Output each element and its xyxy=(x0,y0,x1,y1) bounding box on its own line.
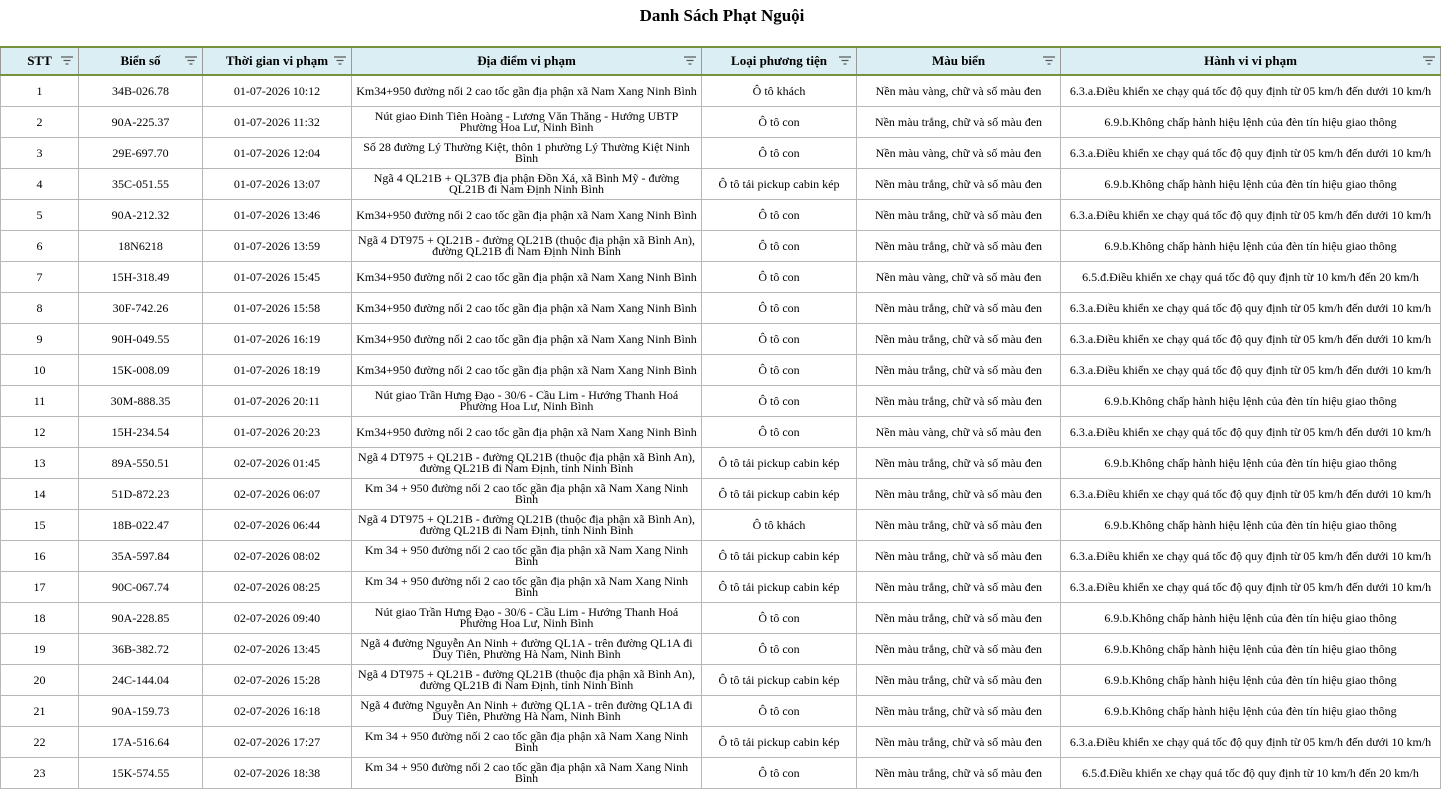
cell-vehicle[interactable]: Ô tô con xyxy=(702,293,857,324)
cell-plate-color[interactable]: Nền màu trắng, chữ và số màu đen xyxy=(857,572,1061,603)
page-title: Danh Sách Phạt Nguội xyxy=(639,6,805,25)
cell-location[interactable]: Km34+950 đường nối 2 cao tốc gần địa phận xã Nam Xang Ninh Bình xyxy=(352,262,702,293)
table-row[interactable] xyxy=(1,262,1441,293)
cell-plate[interactable]: 15H-234.54 xyxy=(79,417,203,448)
table-row[interactable] xyxy=(1,758,1441,789)
cell-vehicle[interactable]: Ô tô con xyxy=(702,634,857,665)
cell-plate[interactable]: 35C-051.55 xyxy=(79,169,203,200)
cell-violation[interactable]: 6.3.a.Điều khiển xe chạy quá tốc độ quy định từ 05 km/h đến dưới 10 km/h xyxy=(1061,138,1441,169)
cell-plate[interactable]: 90H-049.55 xyxy=(79,324,203,355)
cell-stt[interactable]: 11 xyxy=(1,386,79,417)
column-header-stt[interactable] xyxy=(1,47,79,75)
table-row[interactable] xyxy=(1,107,1441,138)
column-header-violation[interactable] xyxy=(1061,47,1441,75)
table-row[interactable] xyxy=(1,417,1441,448)
cell-plate-color[interactable]: Nền màu trắng, chữ và số màu đen xyxy=(857,696,1061,727)
cell-violation[interactable]: 6.3.a.Điều khiển xe chạy quá tốc độ quy định từ 05 km/h đến dưới 10 km/h xyxy=(1061,324,1441,355)
column-header-vehicle[interactable] xyxy=(702,47,857,75)
cell-plate-color[interactable]: Nền màu trắng, chữ và số màu đen xyxy=(857,510,1061,541)
cell-time[interactable]: 02-07-2026 08:02 xyxy=(203,541,352,572)
cell-location[interactable]: Nút giao Đinh Tiên Hoàng - Lương Văn Thăng - Hướng UBTP Phường Hoa Lư, Ninh Bình xyxy=(352,107,702,138)
cell-plate-color[interactable]: Nền màu trắng, chữ và số màu đen xyxy=(857,603,1061,634)
cell-stt[interactable]: 22 xyxy=(1,727,79,758)
column-header-location[interactable] xyxy=(352,47,702,75)
cell-vehicle[interactable]: Ô tô con xyxy=(702,758,857,789)
cell-time[interactable]: 02-07-2026 01:45 xyxy=(203,448,352,479)
cell-violation[interactable]: 6.3.a.Điều khiển xe chạy quá tốc độ quy định từ 05 km/h đến dưới 10 km/h xyxy=(1061,355,1441,386)
column-label: Biển số xyxy=(120,53,161,68)
cell-plate-color[interactable]: Nền màu trắng, chữ và số màu đen xyxy=(857,107,1061,138)
filter-icon[interactable] xyxy=(1043,56,1055,65)
cell-stt[interactable]: 12 xyxy=(1,417,79,448)
cell-plate-color[interactable]: Nền màu trắng, chữ và số màu đen xyxy=(857,634,1061,665)
table-row[interactable] xyxy=(1,510,1441,541)
cell-vehicle[interactable]: Ô tô khách xyxy=(702,75,857,107)
cell-vehicle[interactable]: Ô tô con xyxy=(702,324,857,355)
cell-plate-color[interactable]: Nền màu vàng, chữ và số màu đen xyxy=(857,75,1061,107)
cell-location[interactable]: Km34+950 đường nối 2 cao tốc gần địa phận xã Nam Xang Ninh Bình xyxy=(352,200,702,231)
cell-vehicle[interactable]: Ô tô con xyxy=(702,386,857,417)
table-row[interactable] xyxy=(1,169,1441,200)
table-row[interactable] xyxy=(1,75,1441,107)
cell-plate-color[interactable]: Nền màu trắng, chữ và số màu đen xyxy=(857,665,1061,696)
cell-vehicle[interactable]: Ô tô tải pickup cabin kép xyxy=(702,665,857,696)
cell-plate-color[interactable]: Nền màu vàng, chữ và số màu đen xyxy=(857,262,1061,293)
cell-plate-color[interactable]: Nền màu trắng, chữ và số màu đen xyxy=(857,386,1061,417)
column-label: Hành vi vi phạm xyxy=(1204,53,1297,68)
filter-icon[interactable] xyxy=(334,56,346,65)
table-row[interactable] xyxy=(1,603,1441,634)
cell-location[interactable]: Nút giao Trần Hưng Đạo - 30/6 - Cầu Lim - Hướng Thanh Hoá Phường Hoa Lư, Ninh Bình xyxy=(352,603,702,634)
cell-violation[interactable]: 6.3.a.Điều khiển xe chạy quá tốc độ quy định từ 05 km/h đến dưới 10 km/h xyxy=(1061,293,1441,324)
cell-plate-color[interactable]: Nền màu trắng, chữ và số màu đen xyxy=(857,355,1061,386)
cell-plate[interactable]: 17A-516.64 xyxy=(79,727,203,758)
cell-location[interactable]: Km34+950 đường nối 2 cao tốc gần địa phận xã Nam Xang Ninh Bình xyxy=(352,417,702,448)
table-row[interactable] xyxy=(1,448,1441,479)
cell-location[interactable]: Km34+950 đường nối 2 cao tốc gần địa phận xã Nam Xang Ninh Bình xyxy=(352,293,702,324)
cell-location[interactable]: Km 34 + 950 đường nối 2 cao tốc gần địa phận xã Nam Xang Ninh Bình xyxy=(352,541,702,572)
cell-stt[interactable]: 15 xyxy=(1,510,79,541)
column-header-plate-color[interactable] xyxy=(857,47,1061,75)
cell-time[interactable]: 02-07-2026 18:38 xyxy=(203,758,352,789)
cell-stt[interactable]: 16 xyxy=(1,541,79,572)
table-row[interactable] xyxy=(1,634,1441,665)
cell-time[interactable]: 01-07-2026 13:59 xyxy=(203,231,352,262)
cell-vehicle[interactable]: Ô tô con xyxy=(702,107,857,138)
table-row[interactable] xyxy=(1,665,1441,696)
cell-time[interactable]: 01-07-2026 15:58 xyxy=(203,293,352,324)
cell-stt[interactable]: 14 xyxy=(1,479,79,510)
cell-vehicle[interactable]: Ô tô tải pickup cabin kép xyxy=(702,727,857,758)
cell-plate-color[interactable]: Nền màu trắng, chữ và số màu đen xyxy=(857,479,1061,510)
cell-plate-color[interactable]: Nền màu trắng, chữ và số màu đen xyxy=(857,758,1061,789)
cell-violation[interactable]: 6.3.a.Điều khiển xe chạy quá tốc độ quy định từ 05 km/h đến dưới 10 km/h xyxy=(1061,727,1441,758)
cell-location[interactable]: Km 34 + 950 đường nối 2 cao tốc gần địa phận xã Nam Xang Ninh Bình xyxy=(352,572,702,603)
cell-plate[interactable]: 24C-144.04 xyxy=(79,665,203,696)
cell-stt[interactable]: 4 xyxy=(1,169,79,200)
column-label: Thời gian vi phạm xyxy=(225,53,329,68)
cell-location[interactable]: Ngã 4 đường Nguyễn An Ninh + đường QL1A - trên đường QL1A đi Duy Tiên, Phường Hà Nam, Ninh Bình xyxy=(352,696,702,727)
cell-location[interactable]: Km 34 + 950 đường nối 2 cao tốc gần địa phận xã Nam Xang Ninh Bình xyxy=(352,727,702,758)
cell-plate-color[interactable]: Nền màu vàng, chữ và số màu đen xyxy=(857,417,1061,448)
cell-plate[interactable]: 36B-382.72 xyxy=(79,634,203,665)
cell-stt[interactable]: 7 xyxy=(1,262,79,293)
cell-vehicle[interactable]: Ô tô khách xyxy=(702,510,857,541)
cell-violation[interactable]: 6.9.b.Không chấp hành hiệu lệnh của đèn tín hiệu giao thông xyxy=(1061,696,1441,727)
cell-location[interactable]: Km34+950 đường nối 2 cao tốc gần địa phận xã Nam Xang Ninh Bình xyxy=(352,324,702,355)
cell-location[interactable]: Số 28 đường Lý Thường Kiệt, thôn 1 phường Lý Thường Kiệt Ninh Bình xyxy=(352,138,702,169)
cell-vehicle[interactable]: Ô tô con xyxy=(702,231,857,262)
table-row[interactable] xyxy=(1,324,1441,355)
cell-time[interactable]: 02-07-2026 09:40 xyxy=(203,603,352,634)
cell-plate[interactable]: 89A-550.51 xyxy=(79,448,203,479)
cell-time[interactable]: 02-07-2026 13:45 xyxy=(203,634,352,665)
cell-plate[interactable]: 34B-026.78 xyxy=(79,75,203,107)
cell-violation[interactable]: 6.3.a.Điều khiển xe chạy quá tốc độ quy định từ 05 km/h đến dưới 10 km/h xyxy=(1061,572,1441,603)
table-row[interactable] xyxy=(1,572,1441,603)
cell-location[interactable]: Ngã 4 đường Nguyễn An Ninh + đường QL1A - trên đường QL1A đi Duy Tiên, Phường Hà Nam, Ninh Bình xyxy=(352,634,702,665)
filter-icon[interactable] xyxy=(684,56,696,65)
table-row[interactable] xyxy=(1,541,1441,572)
cell-stt[interactable]: 2 xyxy=(1,107,79,138)
cell-plate-color[interactable]: Nền màu trắng, chữ và số màu đen xyxy=(857,448,1061,479)
cell-plate-color[interactable]: Nền màu trắng, chữ và số màu đen xyxy=(857,200,1061,231)
cell-violation[interactable]: 6.3.a.Điều khiển xe chạy quá tốc độ quy định từ 05 km/h đến dưới 10 km/h xyxy=(1061,75,1441,107)
cell-location[interactable]: Km 34 + 950 đường nối 2 cao tốc gần địa phận xã Nam Xang Ninh Bình xyxy=(352,758,702,789)
cell-stt[interactable]: 21 xyxy=(1,696,79,727)
cell-violation[interactable]: 6.9.b.Không chấp hành hiệu lệnh của đèn tín hiệu giao thông xyxy=(1061,386,1441,417)
cell-vehicle[interactable]: Ô tô tải pickup cabin kép xyxy=(702,479,857,510)
cell-plate[interactable]: 15K-008.09 xyxy=(79,355,203,386)
table-row[interactable] xyxy=(1,293,1441,324)
cell-plate-color[interactable]: Nền màu trắng, chữ và số màu đen xyxy=(857,541,1061,572)
cell-time[interactable]: 01-07-2026 20:11 xyxy=(203,386,352,417)
cell-vehicle[interactable]: Ô tô con xyxy=(702,138,857,169)
cell-plate[interactable]: 30M-888.35 xyxy=(79,386,203,417)
cell-location[interactable]: Ngã 4 DT975 + QL21B - đường QL21B (thuộc địa phận xã Bình An), đường QL21B đi Nam Định, tỉnh Ninh Bình xyxy=(352,665,702,696)
cell-plate[interactable]: 90A-225.37 xyxy=(79,107,203,138)
cell-time[interactable]: 02-07-2026 15:28 xyxy=(203,665,352,696)
cell-stt[interactable]: 13 xyxy=(1,448,79,479)
cell-plate[interactable]: 15K-574.55 xyxy=(79,758,203,789)
cell-time[interactable]: 01-07-2026 16:19 xyxy=(203,324,352,355)
cell-vehicle[interactable]: Ô tô con xyxy=(702,200,857,231)
cell-violation[interactable]: 6.3.a.Điều khiển xe chạy quá tốc độ quy định từ 05 km/h đến dưới 10 km/h xyxy=(1061,417,1441,448)
table-row[interactable] xyxy=(1,479,1441,510)
cell-stt[interactable]: 5 xyxy=(1,200,79,231)
cell-time[interactable]: 02-07-2026 06:07 xyxy=(203,479,352,510)
cell-vehicle[interactable]: Ô tô con xyxy=(702,417,857,448)
cell-stt[interactable]: 20 xyxy=(1,665,79,696)
cell-plate[interactable]: 18B-022.47 xyxy=(79,510,203,541)
cell-plate-color[interactable]: Nền màu trắng, chữ và số màu đen xyxy=(857,293,1061,324)
cell-time[interactable]: 01-07-2026 13:07 xyxy=(203,169,352,200)
header-row xyxy=(1,47,1441,75)
cell-plate[interactable]: 90C-067.74 xyxy=(79,572,203,603)
cell-location[interactable]: Km 34 + 950 đường nối 2 cao tốc gần địa phận xã Nam Xang Ninh Bình xyxy=(352,479,702,510)
cell-time[interactable]: 02-07-2026 16:18 xyxy=(203,696,352,727)
cell-plate[interactable]: 90A-228.85 xyxy=(79,603,203,634)
table-row[interactable] xyxy=(1,727,1441,758)
cell-time[interactable]: 01-07-2026 12:04 xyxy=(203,138,352,169)
cell-vehicle[interactable]: Ô tô tải pickup cabin kép xyxy=(702,541,857,572)
cell-stt[interactable]: 18 xyxy=(1,603,79,634)
cell-plate[interactable]: 18N6218 xyxy=(79,231,203,262)
cell-time[interactable]: 02-07-2026 17:27 xyxy=(203,727,352,758)
cell-vehicle[interactable]: Ô tô con xyxy=(702,696,857,727)
cell-stt[interactable]: 3 xyxy=(1,138,79,169)
cell-violation[interactable]: 6.9.b.Không chấp hành hiệu lệnh của đèn tín hiệu giao thông xyxy=(1061,231,1441,262)
cell-plate[interactable]: 90A-159.73 xyxy=(79,696,203,727)
filter-icon[interactable] xyxy=(1423,56,1435,65)
filter-icon[interactable] xyxy=(61,56,73,65)
cell-violation[interactable]: 6.9.b.Không chấp hành hiệu lệnh của đèn tín hiệu giao thông xyxy=(1061,107,1441,138)
cell-vehicle[interactable]: Ô tô tải pickup cabin kép xyxy=(702,448,857,479)
cell-time[interactable]: 02-07-2026 06:44 xyxy=(203,510,352,541)
column-label: Loại phương tiện xyxy=(731,53,827,68)
cell-vehicle[interactable]: Ô tô tải pickup cabin kép xyxy=(702,169,857,200)
cell-vehicle[interactable]: Ô tô tải pickup cabin kép xyxy=(702,572,857,603)
cell-violation[interactable]: 6.9.b.Không chấp hành hiệu lệnh của đèn tín hiệu giao thông xyxy=(1061,448,1441,479)
cell-violation[interactable]: 6.5.đ.Điều khiển xe chạy quá tốc độ quy định từ 10 km/h đến 20 km/h xyxy=(1061,758,1441,789)
table-row[interactable] xyxy=(1,386,1441,417)
table-row[interactable] xyxy=(1,355,1441,386)
cell-violation[interactable]: 6.3.a.Điều khiển xe chạy quá tốc độ quy định từ 05 km/h đến dưới 10 km/h xyxy=(1061,200,1441,231)
cell-violation[interactable]: 6.5.đ.Điều khiển xe chạy quá tốc độ quy định từ 10 km/h đến 20 km/h xyxy=(1061,262,1441,293)
violations-sheet xyxy=(0,46,1444,789)
cell-violation[interactable]: 6.9.b.Không chấp hành hiệu lệnh của đèn tín hiệu giao thông xyxy=(1061,169,1441,200)
table-row[interactable] xyxy=(1,138,1441,169)
cell-time[interactable]: 01-07-2026 13:46 xyxy=(203,200,352,231)
cell-plate-color[interactable]: Nền màu trắng, chữ và số màu đen xyxy=(857,324,1061,355)
cell-violation[interactable]: 6.9.b.Không chấp hành hiệu lệnh của đèn tín hiệu giao thông xyxy=(1061,665,1441,696)
violations-table xyxy=(0,46,1441,789)
cell-plate[interactable]: 30F-742.26 xyxy=(79,293,203,324)
column-label: Màu biển xyxy=(931,53,986,68)
cell-time[interactable]: 01-07-2026 10:12 xyxy=(203,75,352,107)
cell-violation[interactable]: 6.3.a.Điều khiển xe chạy quá tốc độ quy định từ 05 km/h đến dưới 10 km/h xyxy=(1061,541,1441,572)
cell-time[interactable]: 01-07-2026 18:19 xyxy=(203,355,352,386)
cell-stt[interactable]: 6 xyxy=(1,231,79,262)
cell-plate-color[interactable]: Nền màu trắng, chữ và số màu đen xyxy=(857,231,1061,262)
cell-violation[interactable]: 6.9.b.Không chấp hành hiệu lệnh của đèn tín hiệu giao thông xyxy=(1061,510,1441,541)
cell-plate[interactable]: 35A-597.84 xyxy=(79,541,203,572)
cell-vehicle[interactable]: Ô tô con xyxy=(702,603,857,634)
cell-location[interactable]: Ngã 4 DT975 + QL21B - đường QL21B (thuộc địa phận xã Bình An), đường QL21B đi Nam Định, tỉnh Ninh Bình xyxy=(352,510,702,541)
cell-time[interactable]: 02-07-2026 08:25 xyxy=(203,572,352,603)
cell-vehicle[interactable]: Ô tô con xyxy=(702,355,857,386)
cell-location[interactable]: Nút giao Trần Hưng Đạo - 30/6 - Cầu Lim - Hướng Thanh Hoá Phường Hoa Lư, Ninh Bình xyxy=(352,386,702,417)
cell-plate-color[interactable]: Nền màu trắng, chữ và số màu đen xyxy=(857,727,1061,758)
cell-location[interactable]: Ngã 4 DT975 + QL21B - đường QL21B (thuộc địa phận xã Bình An), đường QL21B đi Nam Định Ninh Bình xyxy=(352,231,702,262)
table-body xyxy=(1,75,1441,789)
cell-time[interactable]: 01-07-2026 11:32 xyxy=(203,107,352,138)
cell-stt[interactable]: 17 xyxy=(1,572,79,603)
column-header-time[interactable] xyxy=(203,47,352,75)
cell-location[interactable]: Km34+950 đường nối 2 cao tốc gần địa phận xã Nam Xang Ninh Bình xyxy=(352,355,702,386)
cell-stt[interactable]: 1 xyxy=(1,75,79,107)
table-row[interactable] xyxy=(1,696,1441,727)
cell-location[interactable]: Ngã 4 QL21B + QL37B địa phận Đồn Xá, xã Bình Mỹ - đường QL21B đi Nam Định Ninh Bình xyxy=(352,169,702,200)
cell-location[interactable]: Km34+950 đường nối 2 cao tốc gần địa phận xã Nam Xang Ninh Bình xyxy=(352,75,702,107)
table-row[interactable] xyxy=(1,200,1441,231)
cell-stt[interactable]: 8 xyxy=(1,293,79,324)
column-label: STT xyxy=(27,53,52,68)
cell-location[interactable]: Ngã 4 DT975 + QL21B - đường QL21B (thuộc địa phận xã Bình An), đường QL21B đi Nam Định, tỉnh Ninh Bình xyxy=(352,448,702,479)
cell-stt[interactable]: 10 xyxy=(1,355,79,386)
cell-violation[interactable]: 6.9.b.Không chấp hành hiệu lệnh của đèn tín hiệu giao thông xyxy=(1061,603,1441,634)
table-row[interactable] xyxy=(1,231,1441,262)
column-label: Địa điểm vi phạm xyxy=(477,53,576,68)
filter-icon[interactable] xyxy=(839,56,851,65)
cell-plate[interactable]: 90A-212.32 xyxy=(79,200,203,231)
cell-plate-color[interactable]: Nền màu trắng, chữ và số màu đen xyxy=(857,169,1061,200)
cell-stt[interactable]: 23 xyxy=(1,758,79,789)
cell-stt[interactable]: 19 xyxy=(1,634,79,665)
cell-time[interactable]: 01-07-2026 20:23 xyxy=(203,417,352,448)
cell-plate-color[interactable]: Nền màu vàng, chữ và số màu đen xyxy=(857,138,1061,169)
filter-icon[interactable] xyxy=(185,56,197,65)
cell-plate[interactable]: 15H-318.49 xyxy=(79,262,203,293)
cell-stt[interactable]: 9 xyxy=(1,324,79,355)
cell-violation[interactable]: 6.9.b.Không chấp hành hiệu lệnh của đèn tín hiệu giao thông xyxy=(1061,634,1441,665)
column-header-plate[interactable] xyxy=(79,47,203,75)
cell-plate[interactable]: 29E-697.70 xyxy=(79,138,203,169)
cell-vehicle[interactable]: Ô tô con xyxy=(702,262,857,293)
cell-plate[interactable]: 51D-872.23 xyxy=(79,479,203,510)
cell-time[interactable]: 01-07-2026 15:45 xyxy=(203,262,352,293)
cell-violation[interactable]: 6.3.a.Điều khiển xe chạy quá tốc độ quy định từ 05 km/h đến dưới 10 km/h xyxy=(1061,479,1441,510)
